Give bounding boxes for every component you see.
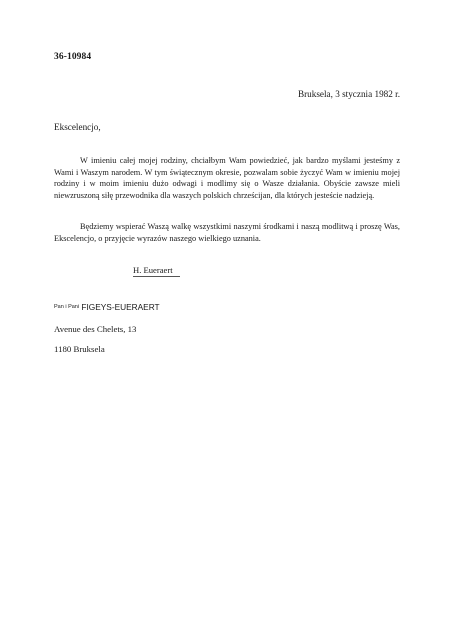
sender-name: FIGEYS-EUERAERT — [81, 302, 160, 312]
document-id: 36-10984 — [54, 52, 92, 62]
letter-date: Bruksela, 3 stycznia 1982 r. — [297, 89, 400, 99]
sender-street: Avenue des Chelets, 13 — [54, 324, 137, 334]
sender-name-line — [54, 302, 160, 312]
body-paragraph-1: W imieniu całej mojej rodziny, chciałbym Wam powiedzieć, jak bardzo myślami jesteśmy z Wami i Waszym narodem. W tym świątecznym okresie, pozwalam sobie życzyć Wam w imieniu mojej rodziny i w moim imieniu dużo odwagi i modlimy się o Wasze działania. Obyście zawsze mieli niewzruszoną siłę przewodnika dla waszych polskich chrześcijan, dla których jesteście nadzieją. — [54, 156, 400, 200]
signature: H. Eueraert — [133, 265, 173, 275]
salutation: Ekscelencjo, — [54, 122, 101, 132]
signature-underline — [133, 276, 180, 277]
body-paragraph-2: Będziemy wspierać Waszą walkę wszystkimi naszymi środkami i naszą modlitwą i proszę Was, Ekscelencjo, o przyjęcie wyrazów naszego wielkiego uznania. — [54, 222, 400, 243]
sender-prefix: Pan i Pani — [54, 304, 80, 310]
sender-city: 1180 Bruksela — [54, 344, 105, 354]
